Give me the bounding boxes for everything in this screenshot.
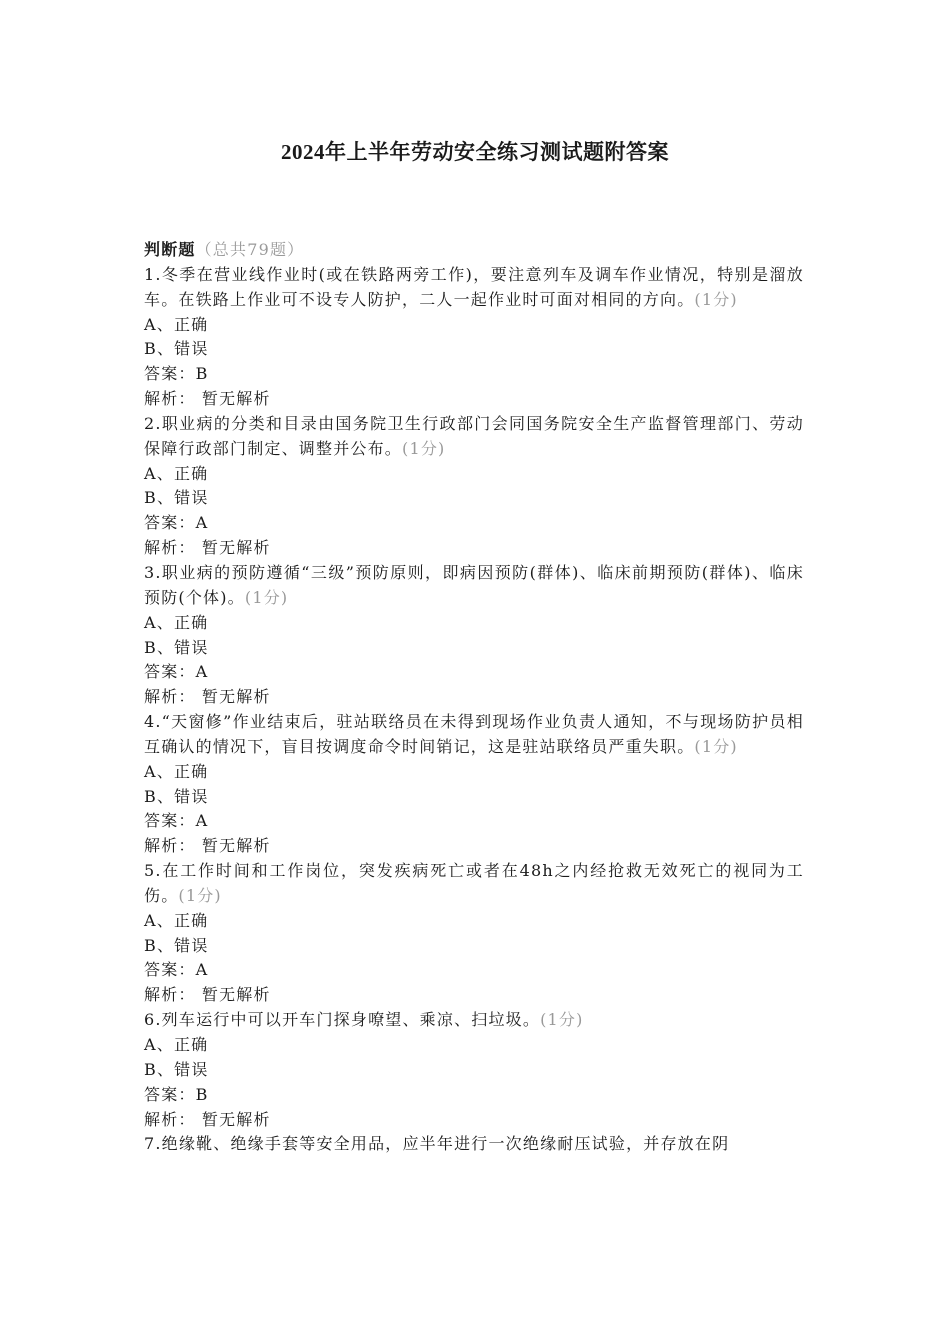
option-b: B、错误 xyxy=(144,786,209,806)
analysis-label: 解析： xyxy=(144,985,196,1005)
option-a: A、正确 xyxy=(144,761,209,781)
analysis-label: 解析： xyxy=(144,836,196,856)
analysis-line xyxy=(144,834,804,859)
question-text: 7.绝缘靴、绝缘手套等安全用品，应半年进行一次绝缘耐压试验，并存放在阴 xyxy=(144,1134,730,1154)
analysis-value: 暂无解析 xyxy=(201,389,271,409)
answer-line xyxy=(144,958,804,983)
question-block-partial xyxy=(144,1132,804,1157)
section-count: （总共79题） xyxy=(195,240,305,259)
option-b: B、错误 xyxy=(144,339,209,359)
answer-label: 答案： xyxy=(144,1084,196,1104)
question-block xyxy=(144,859,804,1008)
analysis-line xyxy=(144,536,804,561)
question-list xyxy=(144,238,804,1157)
answer-value: B xyxy=(195,1084,209,1104)
answer-label: 答案： xyxy=(144,662,196,682)
answer-label: 答案： xyxy=(144,811,196,831)
answer-line xyxy=(144,362,804,387)
answer-value: A xyxy=(195,811,209,831)
analysis-label: 解析： xyxy=(144,687,196,707)
analysis-label: 解析： xyxy=(144,538,196,558)
answer-line xyxy=(144,511,804,536)
option-b: B、错误 xyxy=(144,1059,209,1079)
analysis-line xyxy=(144,1108,804,1133)
answer-label: 答案： xyxy=(144,960,196,980)
analysis-value: 暂无解析 xyxy=(201,538,271,558)
document-title: 2024年上半年劳动安全练习测试题附答案 xyxy=(281,140,669,164)
analysis-value: 暂无解析 xyxy=(201,836,271,856)
analysis-value: 暂无解析 xyxy=(201,1109,271,1129)
analysis-value: 暂无解析 xyxy=(201,687,271,707)
option-a: A、正确 xyxy=(144,1035,209,1054)
option-b: B、错误 xyxy=(144,488,209,508)
answer-label: 答案： xyxy=(144,364,196,384)
question-block xyxy=(144,412,804,561)
question-score: (1分) xyxy=(402,438,446,458)
question-block xyxy=(144,263,804,412)
question-score: (1分) xyxy=(244,587,289,607)
option-a: A、正确 xyxy=(144,314,209,334)
question-score: (1分) xyxy=(694,289,738,309)
option-b: B、错误 xyxy=(144,637,209,657)
question-text: 5.在工作时间和工作岗位，突发疾病死亡或者在48h之内经抢救无效死亡的视同为工伤。(1分) xyxy=(144,861,804,905)
analysis-label: 解析： xyxy=(144,1109,196,1129)
question-text: 1.冬季在营业线作业时(或在铁路两旁工作)，要注意列车及调车作业情况，特别是溜放车。在铁路上作业可不设专人防护，二人一起作业时可面对相同的方向。(1分) xyxy=(144,264,804,309)
answer-value: B xyxy=(195,364,209,384)
analysis-line xyxy=(144,387,804,412)
question-block xyxy=(144,561,804,710)
analysis-label: 解析： xyxy=(144,389,196,409)
analysis-line xyxy=(144,983,804,1008)
analysis-line xyxy=(144,685,804,710)
analysis-value: 暂无解析 xyxy=(201,985,271,1005)
question-block xyxy=(144,710,804,859)
option-a: A、正确 xyxy=(144,612,209,632)
option-b: B、错误 xyxy=(144,935,209,955)
question-block xyxy=(144,1008,804,1132)
answer-line xyxy=(144,809,804,834)
section-heading xyxy=(144,238,804,263)
section-name: 判断题 xyxy=(144,240,196,259)
option-a: A、正确 xyxy=(144,463,209,483)
question-score: (1分) xyxy=(178,885,222,905)
answer-value: A xyxy=(195,960,209,980)
answer-value: A xyxy=(195,662,209,682)
question-score: (1分) xyxy=(694,736,738,756)
question-text: 2.职业病的分类和目录由国务院卫生行政部门会同国务院安全生产监督管理部门、劳动保障行政部门制定、调整并公布。(1分) xyxy=(144,413,804,458)
question-text: 3.职业病的预防遵循“三级”预防原则，即病因预防(群体)、临床前期预防(群体)、临床预防(个体)。(1分) xyxy=(144,562,804,607)
question-text: 6.列车运行中可以开车门探身嘹望、乘凉、扫垃圾。(1分) xyxy=(144,1010,584,1030)
question-text: 4.“天窗修”作业结束后，驻站联络员在未得到现场作业负责人通知，不与现场防护员相互确认的情况下，盲目按调度命令时间销记，这是驻站联络员严重失职。(1分) xyxy=(144,712,804,756)
answer-line xyxy=(144,1083,804,1108)
answer-label: 答案： xyxy=(144,513,196,533)
answer-line xyxy=(144,660,804,685)
question-score: (1分) xyxy=(540,1010,584,1030)
answer-value: A xyxy=(195,513,209,533)
option-a: A、正确 xyxy=(144,910,209,930)
